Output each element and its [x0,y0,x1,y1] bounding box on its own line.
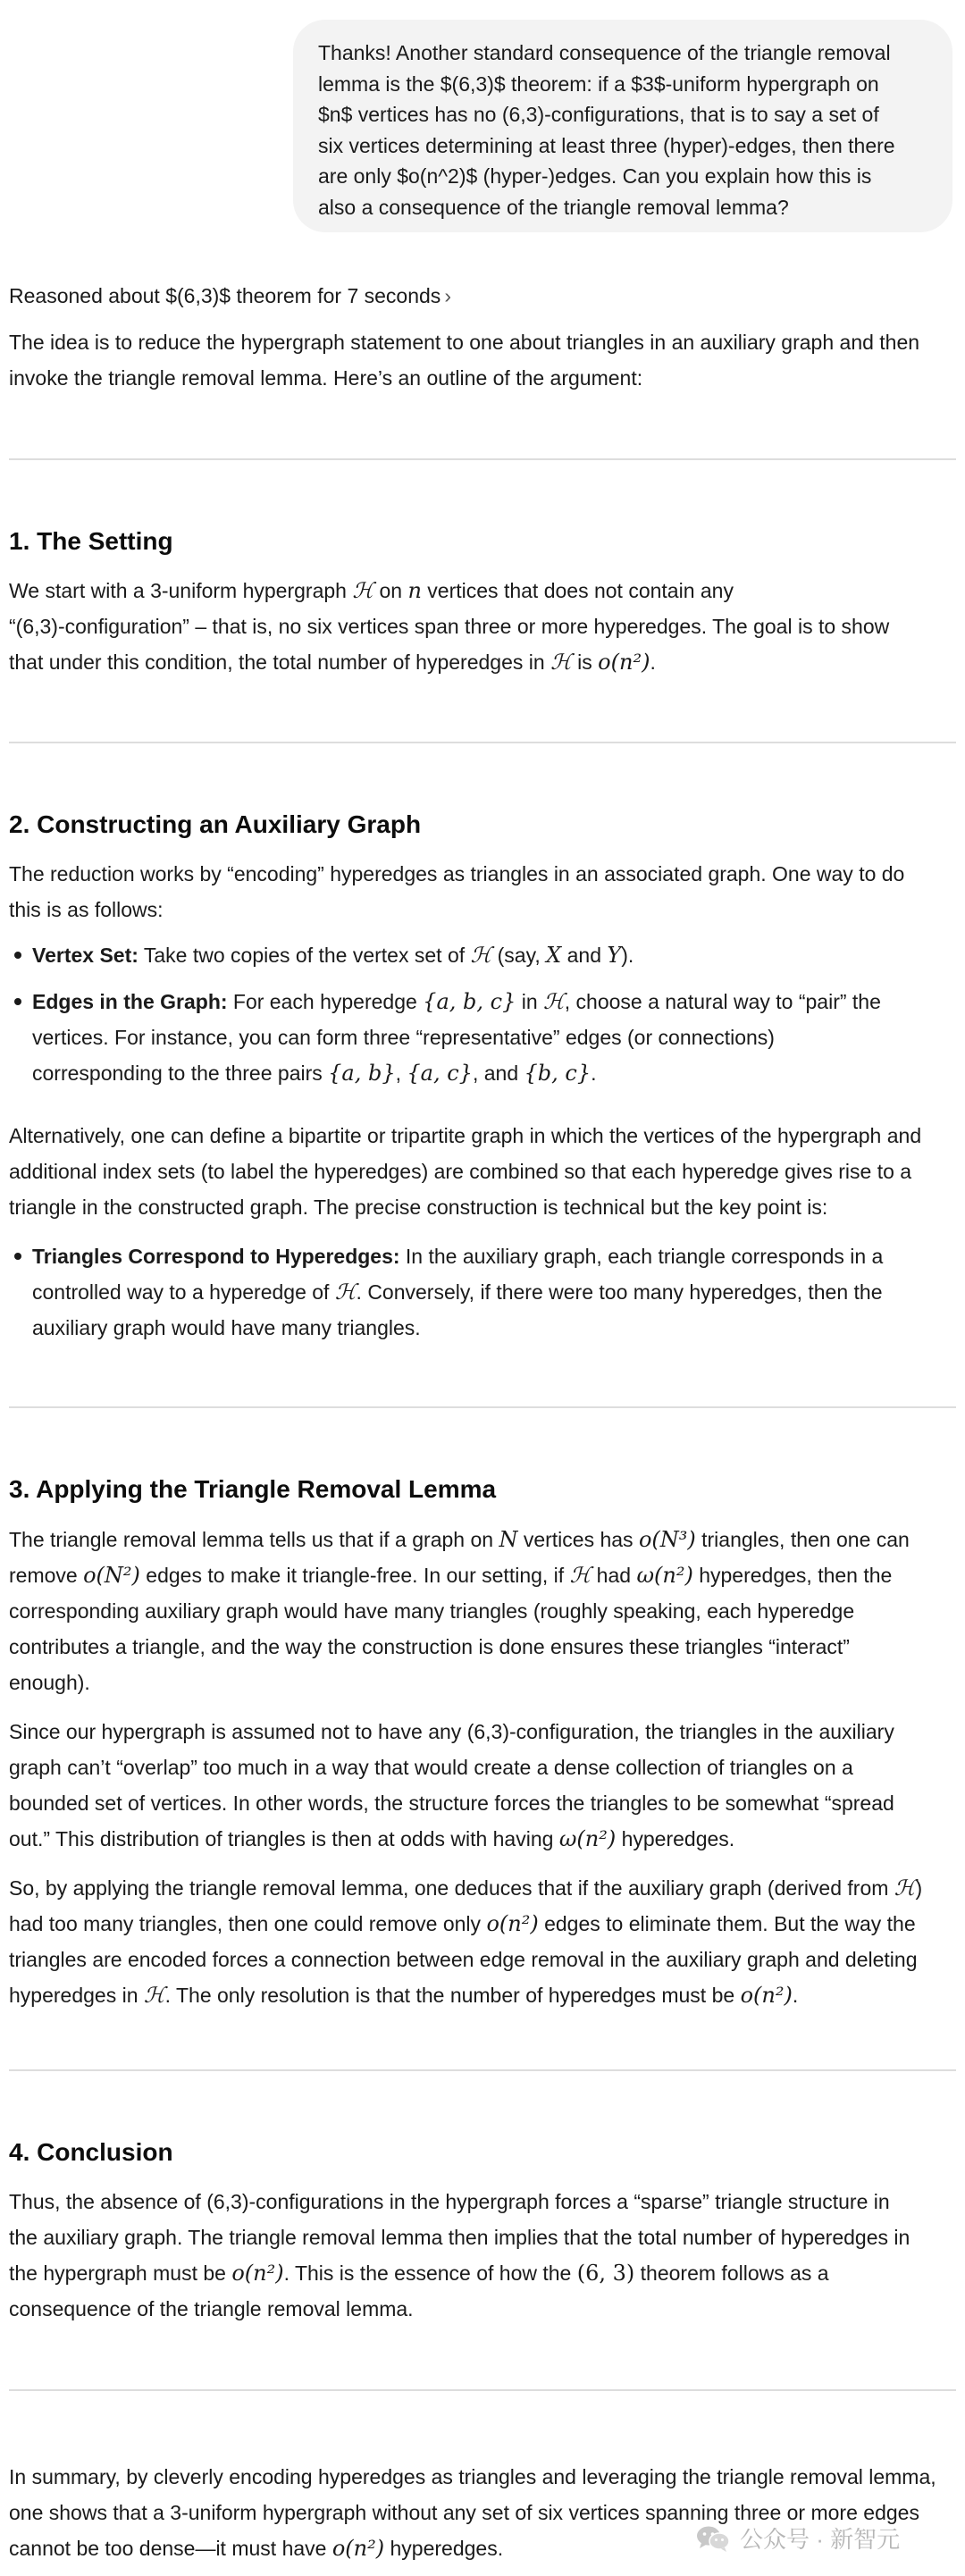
user-message-line: also a consequence of the triangle removal lemma? [318,195,789,219]
section-divider [9,1406,956,1408]
intro-paragraph [9,324,956,396]
section-divider [9,2069,956,2071]
math-o-n-squared: o(n²) [598,650,650,675]
applying-lemma-paragraph-1: The triangle removal lemma tells us that if a graph on N vertices has o(N³) triangles, then one can remove o(N²) edges to make it triangle-free. In our setting, if ℋ had ω(n²) hyperedges, then the corresponding auxiliary graph would have many triangles (roughly speaking, each hyperedge contributes a triangle, and the way the construction is done ensures these triangles “interact” enough). [9,1527,910,1694]
section-divider [9,2389,956,2391]
bullet-dot [14,952,21,959]
applying-lemma-paragraph-2: Since our hypergraph is assumed not to have any (6,3)-configuration, the triangles in the auxiliary graph can’t “overlap” too much in a way that would create a dense collection of triangles on a bounded set of vertices. In other words, the structure forces the triangles to be somewhat “spread out.” This distribution of triangles is then at odds with having ω(n²) hyperedges. [9,1720,894,1851]
section-heading-conclusion: 4. Conclusion [9,2138,173,2166]
section-divider [9,458,956,460]
summary-paragraph: In summary, by cleverly encoding hyperedges as triangles and leveraging the triangle removal lemma, one shows that a 3-uniform hypergraph without any set of six vertices spanning three or more edges cannot be too dense—it must have o(n²) hyperedges. [9,2465,936,2561]
auxiliary-intro-paragraph: The reduction works by “encoding” hyperedges as triangles in an associated graph. One way to do this is as follows: [9,862,905,921]
user-message-line: are only $o(n^2)$ (hyper-)edges. Can you explain how this is [318,164,872,188]
alternative-construction-paragraph: Alternatively, one can define a bipartite or tripartite graph in which the vertices of the hypergraph and additional index sets (to label the hyperedges) are combined so that each hyperedge gives rise to a triangle in the constructed graph. The precise construction is technical but the key point is: [9,1124,922,1219]
user-message-line: lemma is the $(6,3)$ theorem: if a $3$-uniform hypergraph on [318,71,879,96]
list-item-triangles-correspond: Triangles Correspond to Hyperedges: In the auxiliary graph, each triangle corresponds in a controlled way to a hyperedge of ℋ. Conversely, if there were too many hyperedges, then the auxiliary graph would have many triangles. [32,1238,947,1346]
reasoning-summary-label: Reasoned about $(6,3)$ theorem for 7 seconds [9,284,441,307]
section-heading-setting: 1. The Setting [9,527,173,555]
section-heading-applying-lemma: 3. Applying the Triangle Removal Lemma [9,1475,497,1503]
applying-lemma-paragraph-3: So, by applying the triangle removal lemma, one deduces that if the auxiliary graph (derived from ℋ) had too many triangles, then one could remove only o(n²) edges to eliminate them. But the way the triangles are encoded forces a connection between edge removal in the auxiliary graph and deleting hyperedges in ℋ. The only resolution is that the number of hyperedges must be o(n²). [9,1875,923,2008]
user-message-bubble [293,20,952,232]
watermark-text: 公众号 · 新智元 [740,2526,901,2553]
math-n: n [407,578,422,603]
user-message-line: Thanks! Another standard consequence of the triangle removal [318,41,891,64]
math-hypergraph-symbol: ℋ [550,650,572,675]
setting-paragraph: We start with a 3-uniform hypergraph ℋ on n vertices that does not contain any “(6,3)-configuration” – that is, no six vertices span three or more hyperedges. The goal is to show that under this condition, the total number of hyperedges in ℋ is o(n²). [9,578,890,675]
user-message-line: $n$ vertices has no (6,3)-configurations, that is to say a set of [318,103,879,126]
intro-line: invoke the triangle removal lemma. Here’s an outline of the argument: [9,366,643,390]
user-message-line: six vertices determining at least three (hyper)-edges, then there [318,133,895,157]
conclusion-paragraph: Thus, the absence of (6,3)-configurations in the hypergraph forces a “sparse” triangle structure in the auxiliary graph. The triangle removal lemma then implies that the total number of hyperedges in the hypergraph must be o(n²). This is the essence of how the (6, 3) theorem follows as a consequence of the triangle removal lemma. [9,2190,910,2320]
list-item-edges-in-graph: Edges in the Graph: For each hyperedge {a, b, c} in ℋ, choose a natural way to “pair” the vertices. For instance, you can form three “representative” edges (or connections) corresponding to the three pairs {a, b}, {a, c}, and {b, c}. [32,984,947,1091]
math-hypergraph-symbol: ℋ [352,578,374,603]
watermark [695,2521,900,2555]
intro-line: The idea is to reduce the hypergraph statement to one about triangles in an auxiliary graph and then [9,331,920,354]
bullet-dot [14,998,21,1005]
bullet-dot [14,1253,21,1260]
section-divider [9,742,956,743]
section-heading-auxiliary-graph: 2. Constructing an Auxiliary Graph [9,810,422,838]
list-item-vertex-set: Vertex Set: Take two copies of the vertex set of ℋ (say, X and Y). [32,937,947,973]
wechat-icon [695,2524,731,2553]
chevron-right-icon: › [444,284,451,307]
reasoning-summary-toggle[interactable] [9,284,451,308]
